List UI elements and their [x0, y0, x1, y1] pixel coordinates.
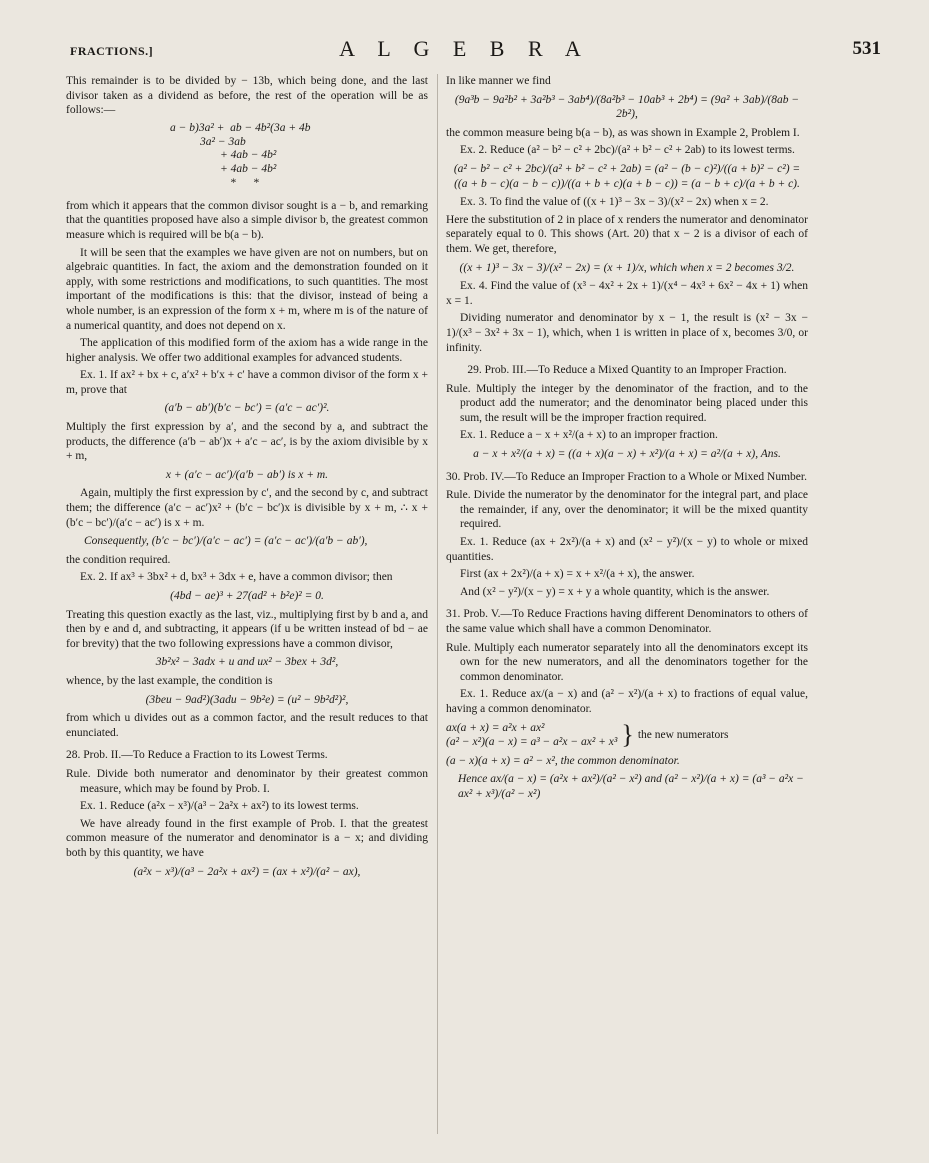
equation-stack: [446, 721, 617, 750]
section-heading-30: 30. Prob. IV.—To Reduce an Improper Fraction to a Whole or Mixed Number.: [446, 470, 807, 483]
paragraph: Here the substitution of 2 in place of x renders the numerator and denominator separately equal to 0. This shows (Art. 20) that x − 2 is a divisor of each of them. We get, therefore,: [446, 213, 808, 255]
page-number: 531: [852, 38, 881, 59]
paragraph: the common measure being b(a − b), as was shown in Example 2, Problem I.: [446, 126, 800, 139]
division-line: 3a² − 3ab: [200, 135, 246, 148]
right-column: [446, 74, 808, 806]
example: Ex. 3. To find the value of ((x + 1)³ − 3x − 3)/(x² − 2x) when x = 2.: [460, 196, 769, 209]
page-title: A L G E B R A: [339, 36, 590, 61]
column-divider: [437, 74, 438, 1134]
paragraph: First (ax + 2x²)/(a + x) = x + x²/(a + x), the answer.: [460, 568, 695, 581]
division-line: + 4ab − 4b²: [220, 163, 277, 176]
example: Ex. 1. Reduce ax/(a − x) and (a² − x²)/(a + x) to fractions of equal value, having a common denominator.: [446, 688, 808, 715]
equation: x + (a′c − ac′)/(a′b − ab′) is x + m.: [165, 468, 329, 481]
equation-note: the new numerators: [637, 728, 729, 741]
rule-31: Rule. Multiply each numerator separately into all the denominators except its own for the new numerators, and all the denominators together for the common denominator.: [446, 641, 808, 683]
paragraph: Multiply the first expression by a′, and the second by a, and subtract the products, the difference (a′b − ab′)x + a′c − ac′, is by the axiom divisible by x + m,: [66, 421, 428, 463]
division-line: a − b)3a² + ab − 4b²(3a + 4b: [170, 121, 311, 134]
equation: (a² − b² − c² + 2bc)/(a² + b² − c² + 2ab) = (a² − (b − c)²)/((a + b)² − c²) = ((a + b − c)(a − b − c))/((a + b + c)(a + b − c)) = (a − b + c)/(a + b + c).: [453, 162, 801, 190]
equation-group: [446, 721, 808, 750]
equation: ((x + 1)³ − 3x − 3)/(x² − 2x) = (x + 1)/x, which when x = 2 becomes 3/2.: [459, 261, 795, 274]
long-division: [170, 122, 428, 191]
paragraph: And (x² − y²)/(x − y) = x + y a whole quantity, which is the answer.: [460, 585, 770, 598]
section-heading-29: 29. Prob. III.—To Reduce a Mixed Quantity to an Improper Fraction.: [467, 364, 787, 377]
rule-28: Rule. Divide both numerator and denominator by their greatest common measure, which may be found by Prob. I.: [66, 767, 428, 795]
section-heading-31: 31. Prob. V.—To Reduce Fractions having different Denominators to others of the same value which shall have a common Denominator.: [446, 608, 808, 635]
paragraph: Dividing numerator and denominator by x − 1, the result is (x² − 3x − 1)/(x³ − 3x² + 3x − 1), which, when 1 is written in place of x, becomes 3/0, or infinity.: [446, 312, 808, 354]
paragraph: In like manner we find: [446, 75, 551, 87]
paragraph: This remainder is to be divided by − 13b, which being done, and the last divisor taken as a dividend as before, the rest of the operation will be as follows:—: [66, 75, 428, 117]
paragraph: The application of this modified form of the axiom has a wide range in the higher analysis. We offer two additional examples for advanced students.: [66, 337, 428, 364]
paragraph: the condition required.: [66, 553, 171, 566]
example: Ex. 1. If ax² + bx + c, a′x² + b′x + c′ have a common divisor of the form x + m, prove that: [66, 369, 428, 396]
rule-29: Rule. Multiply the integer by the denominator of the fraction, and to the product add the numerator; and the denominator being placed under this sum, the result will be the improper fraction required.: [446, 382, 808, 424]
paragraph: Again, multiply the first expression by c′, and the second by c, and subtract them; the difference (a′c − ac′)x² + (b′c − bc′)x is divisible by x + m, ∴ x + (b′c − bc′)/(a′c − ac′) is x + m.: [66, 487, 428, 529]
division-line: + 4ab − 4b²: [220, 149, 277, 162]
equation: 3b²x² − 3adx + u and ux² − 3bex + 3d²,: [155, 656, 339, 669]
section-heading-28: 28. Prob. II.—To Reduce a Fraction to its Lowest Terms.: [66, 749, 328, 762]
equation: a − x + x²/(a + x) = ((a + x)(a − x) + x²)/(a + x) = a²/(a + x), Ans.: [473, 448, 781, 461]
example: Ex. 1. Reduce (a²x − x³)/(a³ − 2a²x + ax²) to its lowest terms.: [80, 800, 359, 813]
division-line: * *: [230, 176, 259, 189]
equation: (a − x)(a + x) = a² − x², the common denominator.: [446, 754, 680, 767]
example: Ex. 1. Reduce (ax + 2x²)/(a + x) and (x² − y²)/(x − y) to whole or mixed quantities.: [446, 536, 808, 563]
paragraph: We have already found in the first example of Prob. I. that the greatest common measure of the numerator and denominator is a − x; and dividing both by this quantity, we have: [66, 817, 428, 859]
paragraph: Treating this question exactly as the last, viz., multiplying first by b and a, and then by e and d, and subtracting, it appears (if u be written instead of bd − ae for brevity) that the two following expressions have a common divisor,: [66, 608, 428, 650]
example: Ex. 4. Find the value of (x³ − 4x² + 2x + 1)/(x⁴ − 4x³ + 6x² − 4x + 1) when x = 1.: [446, 280, 808, 307]
example: Ex. 2. If ax³ + 3bx² + d, bx³ + 3dx + e, have a common divisor; then: [80, 571, 393, 584]
equation: (3beu − 9ad²)(3adu − 9b²e) = (u² − 9b²d²)²,: [145, 693, 349, 706]
rule-30: Rule. Divide the numerator by the denominator for the integral part, and place the remainder, if any, over the denominator; it will be the mixed quantity required.: [446, 489, 808, 531]
example: Ex. 2. Reduce (a² − b² − c² + 2bc)/(a² + b² − c² + 2ab) to its lowest terms.: [460, 144, 795, 157]
equation: ax(a + x) = a²x + ax²: [446, 721, 545, 734]
equation: (a² − x²)(a − x) = a³ − a²x − ax² + x³: [446, 736, 618, 749]
equation: (a′b − ab′)(b′c − bc′) = (a′c − ac′)².: [164, 402, 330, 415]
example: Ex. 1. Reduce a − x + x²/(a + x) to an improper fraction.: [460, 429, 718, 442]
equation: Hence ax/(a − x) = (a²x + ax²)/(a² − x²) and (a² − x²)/(a + x) = (a³ − a²x − ax² + x³)/(a² − x²): [458, 773, 804, 800]
paragraph: It will be seen that the examples we have given are not on numbers, but on algebraic quantities. In fact, the axiom and the demonstration founded on it apply, with some restrictions and modifications, to such quantities. The most important of the modifications is this: that the divisor, instead of being a whole number, is an expression of the form x + m, where m is of the nature of a numerical quantity, and does not depend on x.: [66, 246, 428, 332]
equation: (4bd − ae)³ + 27(ad² + b²e)² = 0.: [170, 590, 324, 603]
paragraph: from which it appears that the common divisor sought is a − b, and remarking that the quantities proposed have also a simple divisor b, the greatest common measure which is required will be b(a − b).: [66, 199, 428, 241]
running-head: FRACTIONS.]: [70, 44, 154, 58]
paragraph: from which u divides out as a common factor, and the result reduces to that enunciated.: [66, 712, 428, 739]
left-column: [66, 74, 428, 883]
equation: Consequently, (b′c − bc′)/(a′c − ac′) = (a′c − ac′)/(a′b − ab′),: [84, 535, 368, 548]
equation: (9a³b − 9a²b² + 3a²b³ − 3ab⁴)/(8a²b³ − 10ab³ + 2b⁴) = (9a² + 3ab)/(8ab − 2b²),: [454, 93, 800, 121]
paragraph: whence, by the last example, the condition is: [66, 674, 273, 687]
brace: }: [621, 720, 634, 750]
equation: (a²x − x³)/(a³ − 2a²x + ax²) = (ax + x²)/(a² − ax),: [133, 865, 361, 878]
